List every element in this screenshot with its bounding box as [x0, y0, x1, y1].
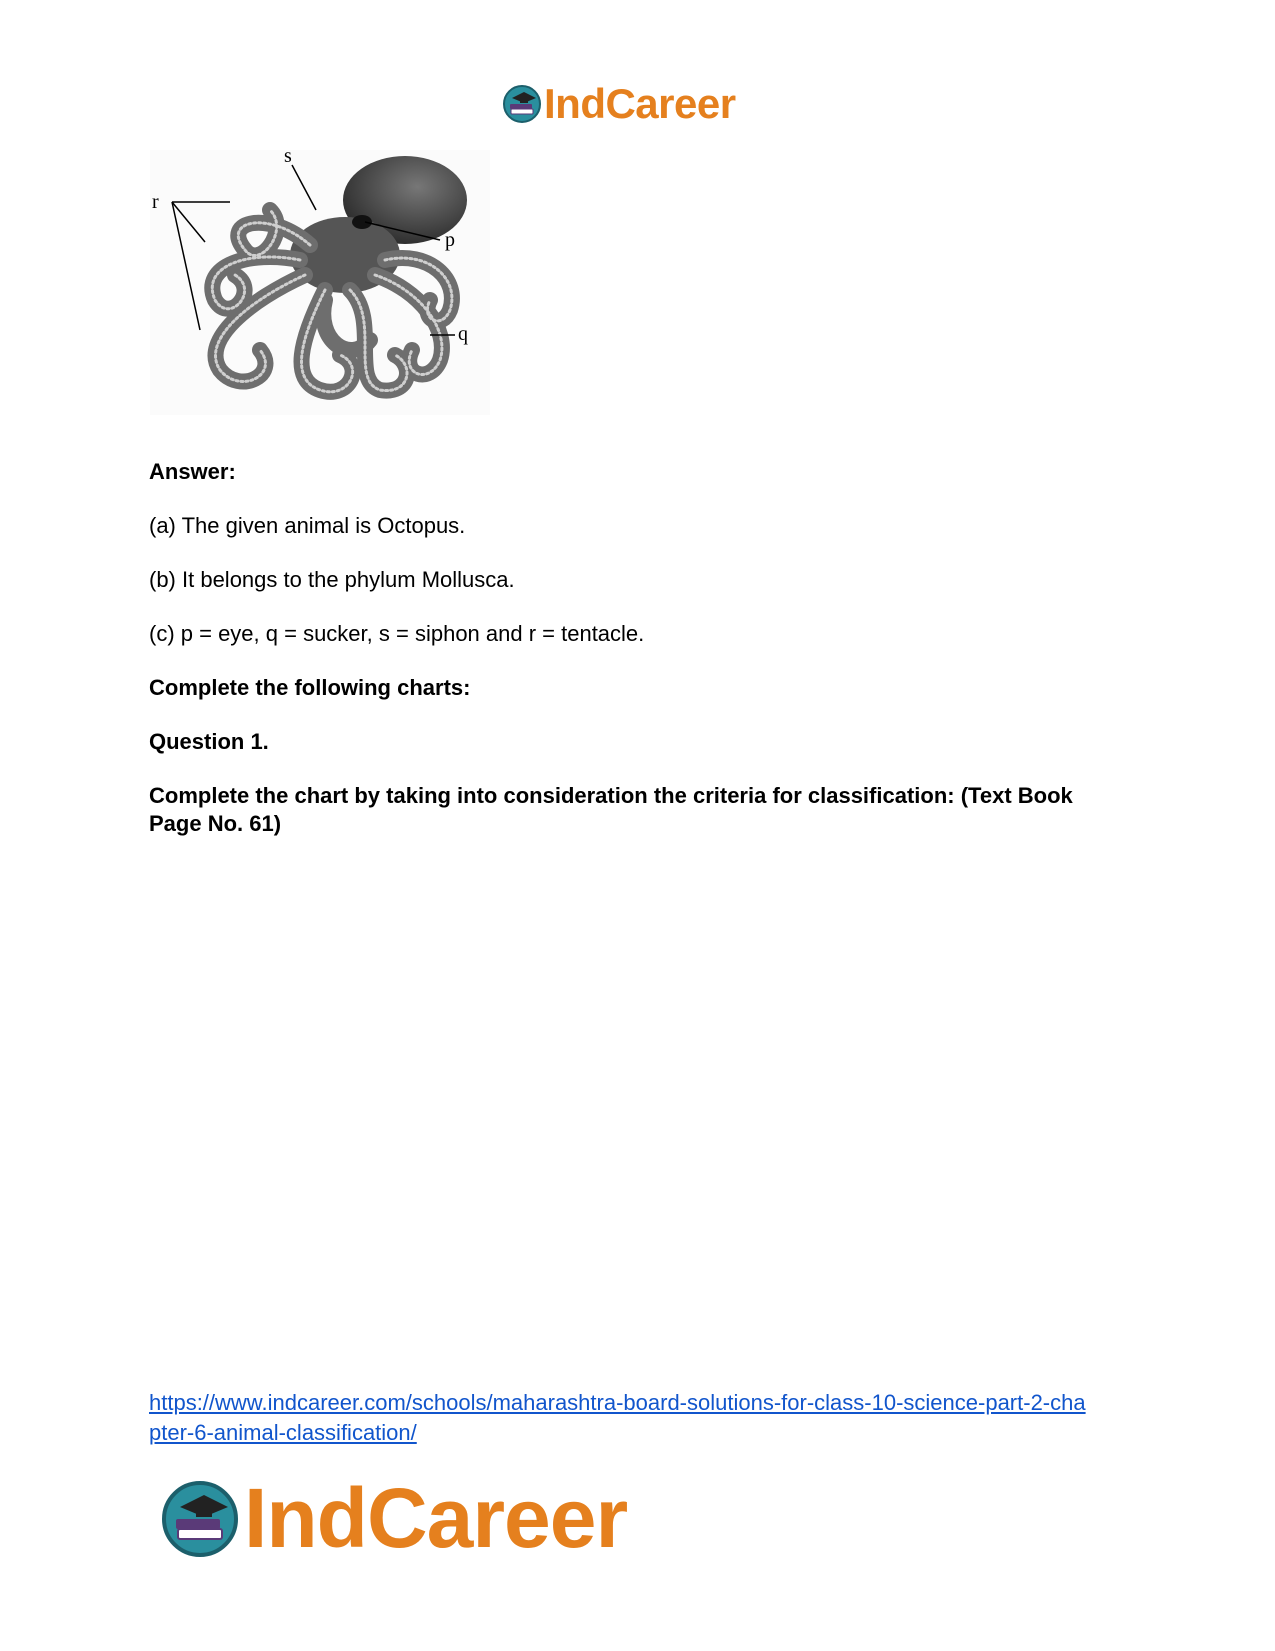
source-link-line1[interactable]: https://www.indcareer.com/schools/maharashtra-board-solutions-for-class-10-science-part-2-cha	[149, 1390, 1086, 1415]
answer-b: (b) It belongs to the phylum Mollusca.	[149, 567, 515, 592]
source-link[interactable]	[149, 1388, 1129, 1448]
question-text-line1: Complete the chart by taking into consideration the criteria for classification: (Text Book	[149, 783, 1073, 808]
footer-logo	[160, 1470, 627, 1567]
answer-a: (a) The given animal is Octopus.	[149, 513, 466, 538]
source-link-line2[interactable]: pter-6-animal-classification/	[149, 1420, 417, 1445]
graduation-book-globe-icon	[160, 1479, 240, 1559]
label-s: s	[284, 150, 292, 167]
question-text-line2: Page No. 61)	[149, 811, 282, 836]
graduation-book-globe-icon	[502, 84, 542, 124]
logo-wordmark: IndCareer	[544, 80, 736, 127]
section-heading: Complete the following charts:	[149, 675, 471, 700]
question-label: Question 1.	[149, 729, 269, 754]
logo-wordmark: IndCareer	[244, 1471, 628, 1565]
header-logo	[502, 80, 736, 128]
label-r: r	[152, 191, 159, 213]
answer-c: (c) p = eye, q = sucker, s = siphon and r = tentacle.	[149, 621, 645, 646]
label-p: p	[445, 229, 455, 251]
label-q: q	[458, 323, 468, 345]
octopus-diagram	[150, 150, 510, 435]
answer-heading: Answer:	[149, 459, 236, 484]
octopus-eye	[352, 215, 372, 229]
